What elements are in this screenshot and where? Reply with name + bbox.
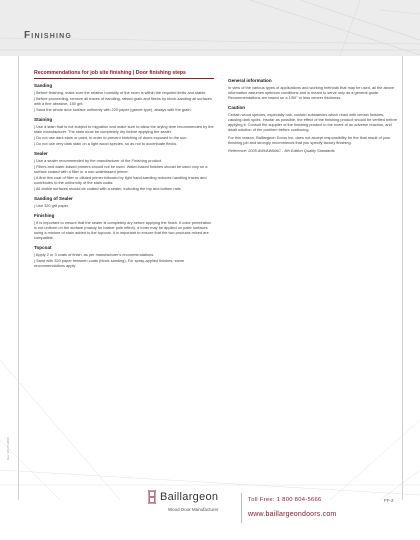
baillargeon-logo-icon xyxy=(148,490,156,504)
finishing-title: Finishing xyxy=(34,212,55,218)
page-header xyxy=(0,0,420,56)
brand-name: Baillargeon xyxy=(160,491,219,503)
caution-text: Certain wood species, especially oak, contain substances which react with certain finishes, causing dark spots. Insofar as possible, the effect of the finishing product should be verified before applying it. Consult the supplier of the finishing product in the event of an adverse reaction, and await solution of the problem before continuing. xyxy=(228,112,398,132)
website-link[interactable]: www.baillargeondoors.com xyxy=(248,511,337,518)
topcoat-title: Topcoat xyxy=(34,244,52,250)
list-item: | All visible surfaces should be coated with a sealer, including the top and bottom rails. xyxy=(34,185,182,191)
sanding-title: Sanding xyxy=(34,82,53,88)
list-item: | Use a sealer recommended by the manufacturer of the Finishing product. xyxy=(34,157,163,163)
page-number: FF-2 xyxy=(384,498,394,503)
page-title: Finishing xyxy=(24,30,73,41)
list-item: | Apply 2 or 3 coats of finish, as per manufacturer's recommendations. xyxy=(34,251,155,257)
footer-divider xyxy=(241,493,242,523)
list-item: | Sand with 320 paper between coats (block-sanding). For spray-applied finishes, same recommendations apply. xyxy=(34,257,185,268)
list-item: | Sand the whole door surface uniformly with 220 paper (garnet type), always with the grain. xyxy=(34,106,192,112)
list-item: | Fillers and water-based primers should not be used. Water-based finishes should be used only on a surface coated with a filler or a non-waterbased primer. xyxy=(34,163,208,174)
list-item: | Do not use dark stain or paint, in order to prevent blotching of doors exposed to the sun. xyxy=(34,134,188,140)
list-item: | Use 320 grit paper. xyxy=(34,202,69,208)
general-info-text: In view of the various types of applications and working methods that may be used, all the above information assumes optimum conditions and is meant to serve only as a general guide. Recommendations are based on a 1/50" or less veneer thickness. xyxy=(228,85,395,100)
caution-title: Caution xyxy=(228,105,246,110)
list-item: | A first thin coat of filler or diluted primer followed by light hand-sanding reduces handling traces and contributes to the uniformity of the stain coats. xyxy=(34,174,207,185)
staining-title: Staining xyxy=(34,116,53,122)
list-item: | Do not use very dark stain on a light wood species, so as not to accentuate flecks. xyxy=(34,140,178,146)
list-item: | Use a stain that is not subject to migration and make sure to allow the drying time recommended by the stain manufacturer. The stain must be completely dry before applying the sealer. xyxy=(34,123,214,134)
list-item: | Before finishing, make sure the relative humidity of the room is within the required limits and stable. xyxy=(34,89,207,95)
brand-tagline: Wood Door Manufacturer xyxy=(168,507,219,512)
reference-text: Reference: 2005 AWI/AWMAC - 8th Edition Quality Standards xyxy=(228,148,335,153)
revision-note: Rev. 4th 07.2008 xyxy=(6,437,10,460)
section-heading: Recommendations for job site finishing | Door finishing steps xyxy=(34,70,214,79)
list-item: | Before proceeding, remove all traces of handling, raised grain and flecks by block-sanding all surfaces with a fine abrasive, 150 grit. xyxy=(34,95,212,106)
sealer-title: Sealer xyxy=(34,150,48,156)
right-column xyxy=(228,78,398,157)
sanding-sealer-title: Sanding of Sealer xyxy=(34,195,73,201)
bottom-decoration-lines xyxy=(0,300,420,500)
left-column xyxy=(34,70,214,269)
list-item: | It is important to ensure that the sealer is completely dry before applying the finish. If color penetration is not uniform on the surface (mainly for barber pole effect), a toner may be applied on paler surfaces using a mixture of stain added to the topcoat. It is important to ensure that the two products mixed are compatible. xyxy=(34,219,212,240)
header-decoration-lines xyxy=(0,0,420,56)
general-info-title: General information xyxy=(228,78,272,83)
responsibility-text: For this reason, Baillargeon Doors Inc. does not accept responsibility for the final result of your finishing job and strongly recommends that you specify factory finishing. xyxy=(228,135,391,145)
toll-free-number: Toll Free: 1 800 804-5666 xyxy=(248,497,322,503)
